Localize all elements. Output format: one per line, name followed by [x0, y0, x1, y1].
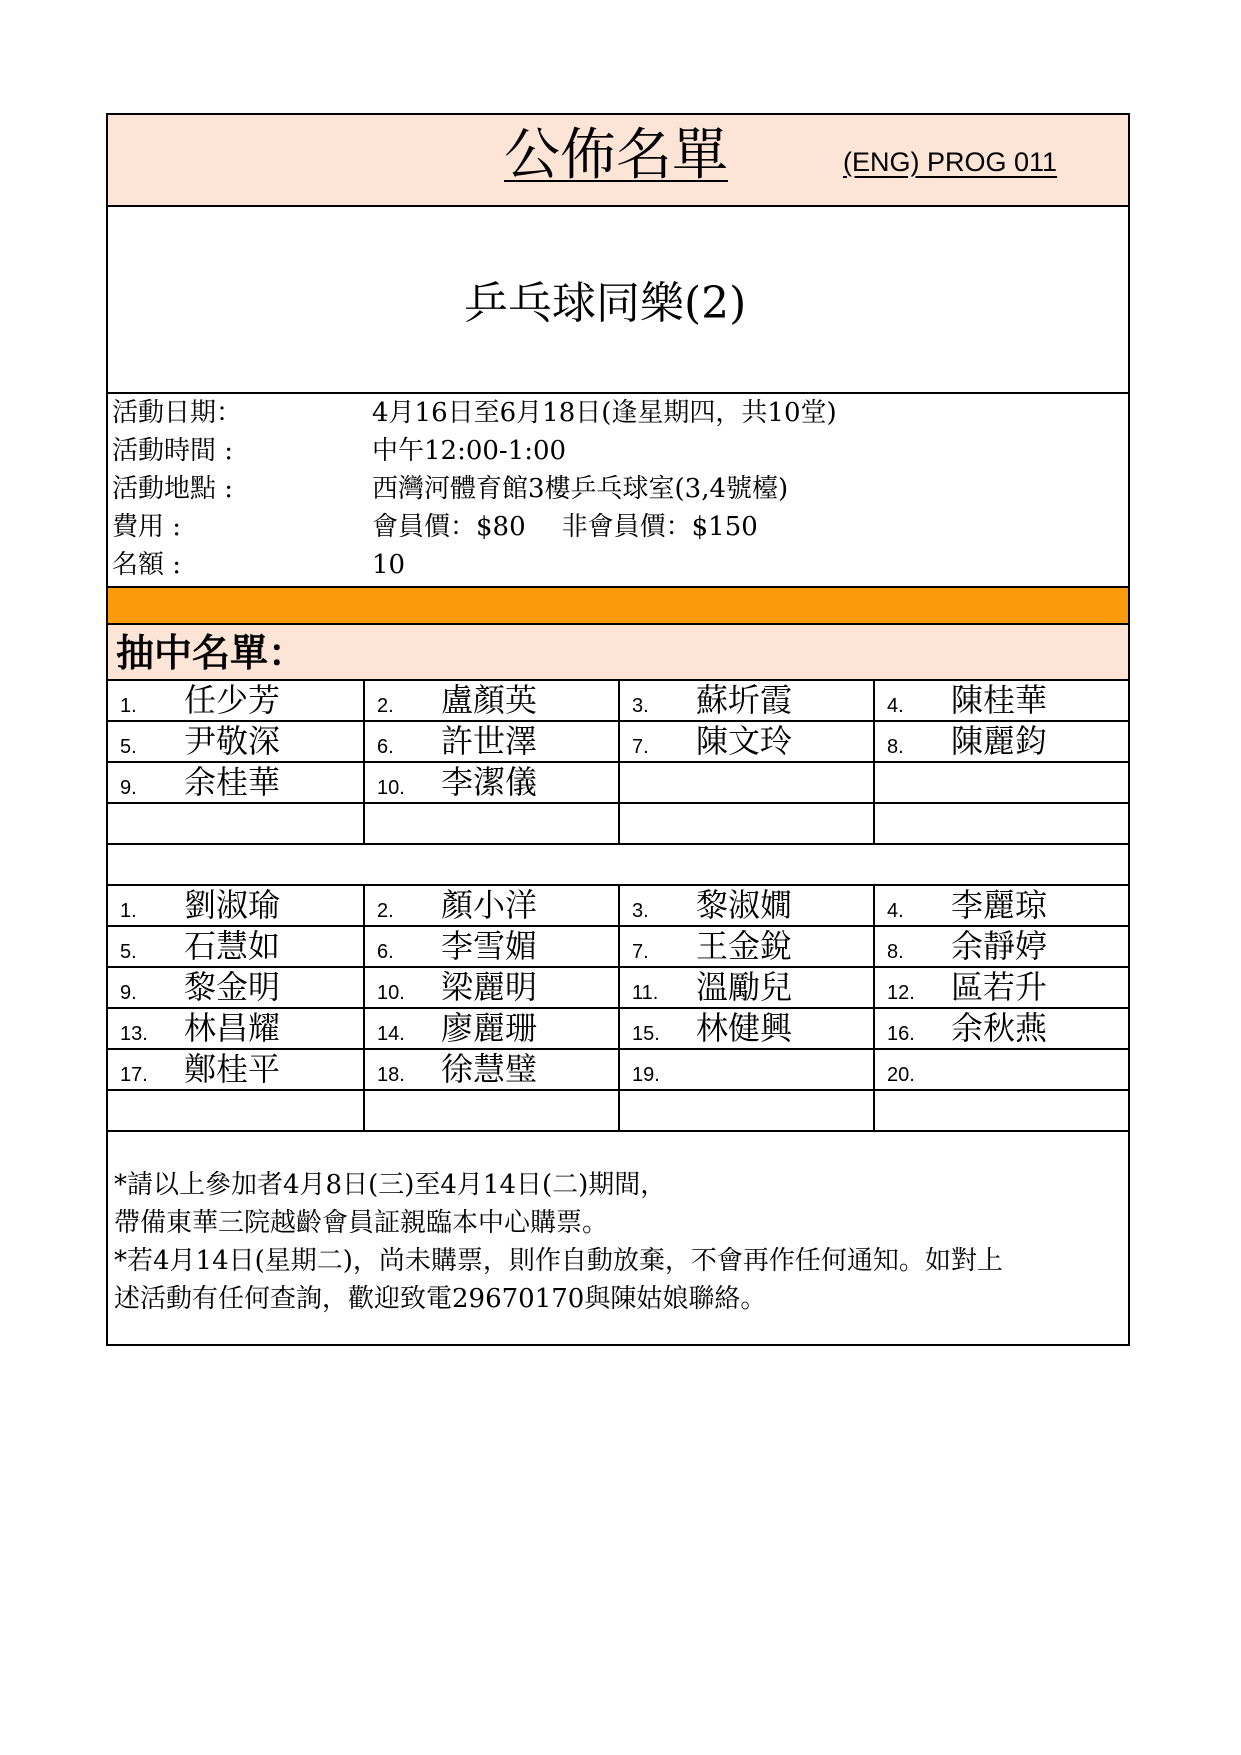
name-cell: [618, 804, 873, 843]
note-line: 述活動有任何查詢，歡迎致電29670170與陳姑娘聯絡。: [114, 1284, 767, 1314]
participant-name: 區若升: [951, 968, 1048, 1006]
name-cell: [618, 763, 873, 802]
name-cell: [108, 1091, 363, 1130]
drawn-list-heading: 抽中名單：: [116, 631, 307, 675]
note-line: 帶備東華三院越齡會員証親臨本中心購票。: [114, 1208, 609, 1238]
participant-name: 林健興: [696, 1009, 793, 1047]
info-label: 活動地點 :: [112, 474, 234, 504]
name-cell: [873, 681, 1128, 720]
drawn-list-heading-band: [108, 623, 1128, 679]
entry-number: 15.: [632, 1023, 660, 1045]
name-cell: [618, 968, 873, 1007]
name-cell: [363, 1009, 618, 1048]
notice-sheet: [106, 113, 1130, 1346]
name-cell: [618, 1050, 873, 1089]
entry-number: 4.: [887, 695, 904, 717]
entry-number: 14.: [377, 1023, 405, 1045]
entry-number: 18.: [377, 1064, 405, 1086]
header-band: [108, 115, 1128, 205]
info-label: 活動時間 :: [112, 436, 234, 466]
participant-name: 李雪媚: [441, 927, 538, 965]
participant-name: 陳麗鈞: [951, 722, 1048, 760]
spacer-row: [108, 843, 1128, 882]
info-value: 4月16日至6月18日(逢星期四，共10堂): [372, 398, 837, 428]
entry-number: 10.: [377, 982, 405, 1004]
orange-divider-bar: [108, 586, 1128, 623]
entry-number: 3.: [632, 900, 649, 922]
name-cell: [873, 886, 1128, 925]
name-cell: [108, 927, 363, 966]
table-row: [108, 1007, 1128, 1048]
notes-box: [108, 1130, 1128, 1344]
participant-name: 陳桂華: [951, 681, 1048, 719]
entry-number: 8.: [887, 736, 904, 758]
notice-title: 公佈名單: [504, 123, 728, 188]
entry-number: 9.: [120, 777, 137, 799]
name-cell: [108, 722, 363, 761]
participant-name: 林昌耀: [184, 1009, 281, 1047]
activity-info: [108, 392, 1128, 586]
entry-number: 5.: [120, 736, 137, 758]
entry-number: 10.: [377, 777, 405, 799]
table-row: [108, 761, 1128, 802]
name-cell: [363, 681, 618, 720]
participant-name: 黎淑嫺: [696, 886, 793, 924]
participant-name: 黎金明: [184, 968, 281, 1006]
entry-number: 16.: [887, 1023, 915, 1045]
info-value: 中午12:00-1:00: [372, 436, 567, 466]
participant-name: 鄭桂平: [184, 1050, 281, 1088]
name-cell: [873, 722, 1128, 761]
name-cell: [873, 1009, 1128, 1048]
participant-name: 尹敬深: [184, 722, 281, 760]
participant-name: 王金銳: [696, 927, 793, 965]
name-cell: [363, 1050, 618, 1089]
entry-number: 6.: [377, 941, 394, 963]
participant-name: 廖麗珊: [441, 1009, 538, 1047]
name-cell: [618, 1009, 873, 1048]
table-row: [108, 802, 1128, 843]
name-cell: [108, 804, 363, 843]
entry-number: 3.: [632, 695, 649, 717]
name-cell: [618, 722, 873, 761]
name-cell: [873, 804, 1128, 843]
note-line: *請以上參加者4月8日(三)至4月14日(二)期間，: [114, 1170, 667, 1200]
name-cell: [108, 763, 363, 802]
entry-number: 19.: [632, 1064, 660, 1086]
name-cell: [873, 968, 1128, 1007]
name-cell: [618, 886, 873, 925]
member-fee: 會員價：$80: [372, 512, 526, 542]
table-row: [108, 884, 1128, 925]
name-cell: [618, 927, 873, 966]
participant-name: 任少芳: [184, 681, 281, 719]
name-cell: [618, 681, 873, 720]
participant-name: 顏小洋: [441, 886, 538, 924]
participant-name: 徐慧璧: [441, 1050, 538, 1088]
participant-name: 陳文玲: [696, 722, 793, 760]
entry-number: 1.: [120, 695, 137, 717]
entry-number: 12.: [887, 982, 915, 1004]
entry-number: 7.: [632, 736, 649, 758]
entry-number: 9.: [120, 982, 137, 1004]
non-member-fee: 非會員價：$150: [561, 512, 758, 542]
note-line: *若4月14日(星期二)，尚未購票，則作自動放棄，不會再作任何通知。如對上: [114, 1246, 1003, 1276]
name-cell: [363, 804, 618, 843]
info-value: 10: [372, 550, 406, 580]
participant-name: 許世澤: [441, 722, 538, 760]
name-cell: [108, 886, 363, 925]
participant-name: 余秋燕: [951, 1009, 1048, 1047]
table-row: [108, 679, 1128, 720]
participant-name: 李麗琼: [951, 886, 1048, 924]
entry-number: 6.: [377, 736, 394, 758]
name-cell: [108, 968, 363, 1007]
info-value: [372, 508, 758, 546]
activity-title-box: [108, 205, 1128, 392]
table-row: [108, 1089, 1128, 1130]
entry-number: 11.: [632, 982, 659, 1004]
table-row: [108, 720, 1128, 761]
participant-name: 梁麗明: [441, 968, 538, 1006]
participant-name: 劉淑瑜: [184, 886, 281, 924]
name-cell: [873, 1050, 1128, 1089]
entry-number: 4.: [887, 900, 904, 922]
entry-number: 13.: [120, 1023, 148, 1045]
participant-name: 溫勵兒: [696, 968, 793, 1006]
entry-number: 20.: [887, 1064, 915, 1086]
name-cell: [363, 722, 618, 761]
name-cell: [363, 968, 618, 1007]
name-cell: [108, 681, 363, 720]
name-cell: [363, 763, 618, 802]
entry-number: 17.: [120, 1064, 148, 1086]
name-cell: [363, 886, 618, 925]
name-cell: [873, 927, 1128, 966]
participant-name: 蘇圻霞: [696, 681, 793, 719]
name-cell: [873, 763, 1128, 802]
name-cell: [363, 1091, 618, 1130]
name-cell: [363, 927, 618, 966]
participant-name: 盧顏英: [441, 681, 538, 719]
entry-number: 8.: [887, 941, 904, 963]
table-row: [108, 1048, 1128, 1089]
name-cell: [108, 1009, 363, 1048]
info-label: 費用 :: [112, 512, 182, 542]
programme-code: (ENG) PROG 011: [843, 147, 1058, 177]
participant-name: 余桂華: [184, 763, 281, 801]
entry-number: 2.: [377, 900, 394, 922]
entry-number: 7.: [632, 941, 649, 963]
name-cell: [873, 1091, 1128, 1130]
info-label: 活動日期：: [112, 398, 243, 428]
name-cell: [108, 1050, 363, 1089]
entry-number: 5.: [120, 941, 137, 963]
entry-number: 1.: [120, 900, 137, 922]
table-row: [108, 925, 1128, 966]
participant-name: 余靜婷: [951, 927, 1048, 965]
participant-name: 石慧如: [184, 927, 281, 965]
info-label: 名額 :: [112, 550, 182, 580]
entry-number: 2.: [377, 695, 394, 717]
activity-title: 乒乓球同樂(2): [464, 278, 747, 329]
info-value: 西灣河體育館3樓乒乓球室(3,4號檯): [372, 474, 789, 504]
participant-name: 李潔儀: [441, 763, 538, 801]
table-row: [108, 966, 1128, 1007]
name-cell: [618, 1091, 873, 1130]
